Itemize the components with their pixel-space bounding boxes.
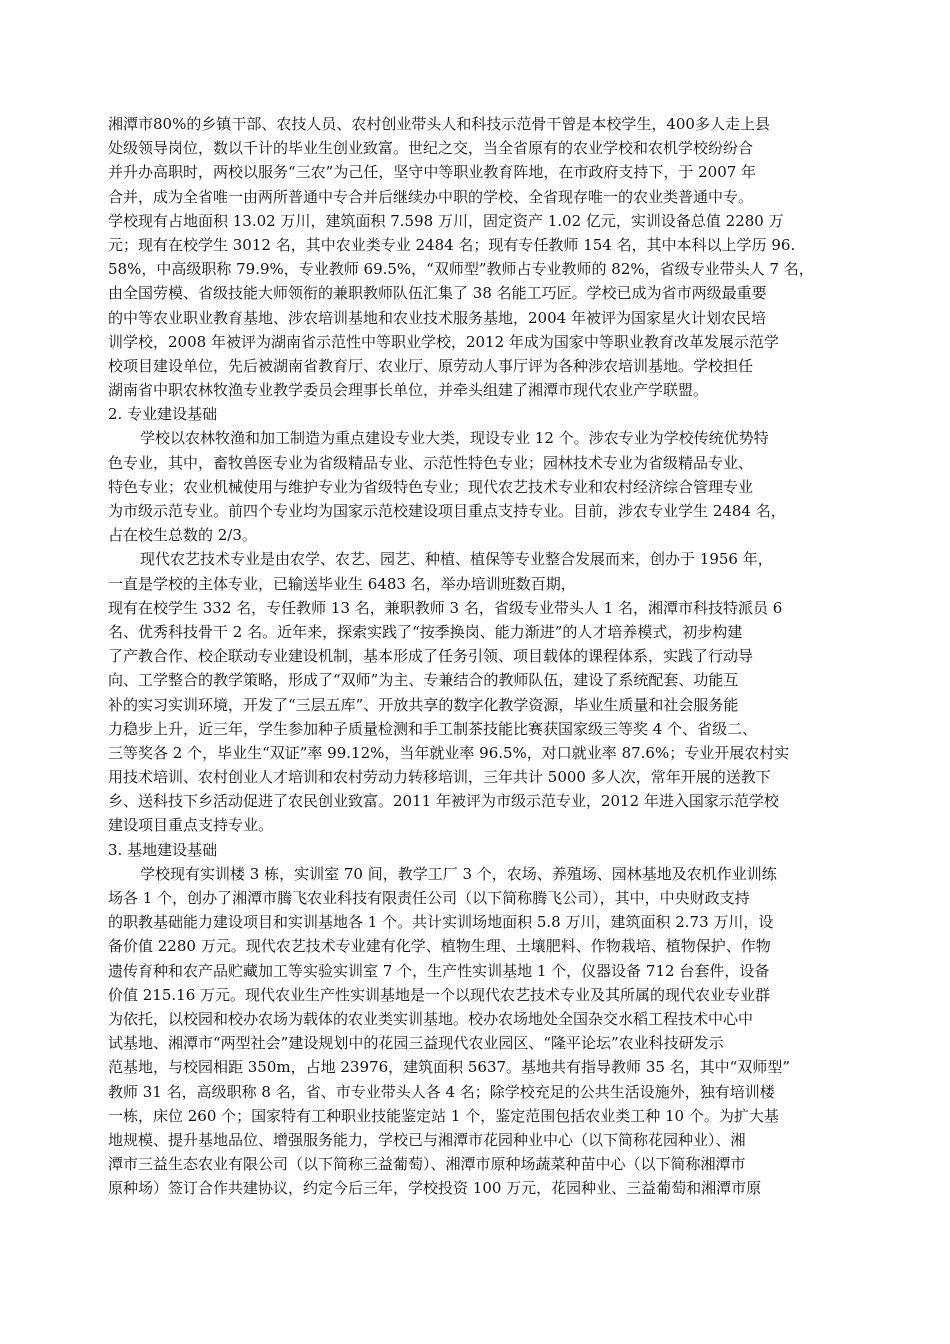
text-line: 为依托，以校园和校办农场为载体的农业类实训基地。校办农场地处全国杂交水稻工程技术中心中: [108, 1009, 754, 1028]
text-line: 一直是学校的主体专业，已输送毕业生 6483 名，举办培训班数百期，: [108, 574, 576, 593]
text-line: 备价值 2280 万元。现代农艺技术专业建有化学、植物生理、土壤肥料、作物栽培、植物保护、作物: [108, 937, 771, 956]
text-line: 范基地，与校园相距 350m，占地 23976，建筑面积 5637。基地共有指导教师 35 名，其中“双师型”: [108, 1058, 791, 1077]
text-line: 现代农艺技术专业是由农学、农艺、园艺、种植、植保等专业整合发展而来，创办于 1956 年，: [140, 550, 773, 569]
text-line: 为市级示范专业。前四个专业均为国家示范校建设项目重点支持专业。目前，涉农专业学生 2484 名，: [108, 502, 786, 520]
text-line: 合并，成为全省唯一由两所普通中专合并后继续办中职的学校、全省现存唯一的农业类普通中专。: [108, 187, 754, 206]
text-line: 的职教基础能力建设项目和实训基地各 1 个。共计实训场地面积 5.8 万川，建筑面积 2.73 万川，设: [108, 913, 774, 932]
text-line: 处级领导岗位，数以千计的毕业生创业致富。世纪之交，当全省原有的农业学校和农机学校纷纷合: [108, 139, 754, 158]
text-line: 2. 专业建设基础: [108, 405, 218, 424]
text-line: 原种场）签订合作共建协议，约定今后三年，学校投资 100 万元，花园种业、三益葡萄和湘潭市原: [108, 1179, 762, 1198]
text-line: 遗传育种和农产品贮藏加工等实验实训室 7 个，生产性实训基地 1 个，仪器设备 712 台套件，设备: [108, 961, 770, 980]
text-line: 力稳步上升，近三年，学生参加种子质量检测和手工制茶技能比赛获国家级三等奖 4 个、省级二、: [108, 719, 758, 738]
text-line: 试基地、湘潭市“两型社会”建设规划中的花园三益现代农业园区、“隆平论坛”农业科技研发示: [108, 1034, 724, 1053]
text-line: 潭市三益生态农业有限公司（以下简称三益葡萄）、湘潭市原种场蔬菜种苗中心（以下简称湘潭市: [108, 1155, 746, 1174]
text-line: 元；现有在校学生 3012 名，其中农业类专业 2484 名；现有专任教师 154 名，其中本科以上学历 96.: [108, 235, 796, 254]
text-line: 价值 215.16 万元。现代农业生产性实训基地是一个以现代农艺技术专业及其所属的现代农业专业群: [108, 985, 771, 1004]
text-line: 色专业，其中，畜牧兽医专业为省级精品专业、示范性特色专业；园林技术专业为省级精品专业、: [108, 453, 754, 472]
text-line: 名、优秀科技骨干 2 名。近年来，探索实践了“按季换岗、能力渐进”的人才培养模式，初步构建: [108, 622, 743, 641]
text-line: 补的实习实训环境，开发了“三层五库”、开放共享的数字化教学资源，毕业生质量和社会服务能: [108, 695, 739, 714]
document-page: [108, 112, 853, 1200]
text-line: 湖南省中职农林牧渔专业教学委员会理事长单位，并牵头组建了湘潭市现代农业产学联盟。: [108, 381, 709, 400]
text-line: 学校现有占地面积 13.02 万川，建筑面积 7.598 万川，固定资产 1.02 亿元，实训设备总值 2280 万: [108, 211, 784, 230]
text-line: 训学校，2008 年被评为湖南省示范性中等职业学校，2012 年成为国家中等职业教育改革发展示范学: [108, 332, 779, 351]
text-line: 学校现有实训楼 3 栋，实训室 70 间，教学工厂 3 个，农场、养殖场、园林基地及农机作业训练: [140, 864, 777, 883]
text-line: 向、工学整合的教学策略，形成了“双师”为主、专兼结合的教师队伍，建设了系统配套、功能互: [108, 671, 739, 690]
text-line: 学校以农林牧渔和加工制造为重点建设专业大类，现设专业 12 个。涉农专业为学校传统优势特: [140, 429, 769, 448]
text-line: 乡、送科技下乡活动促进了农民创业致富。2011 年被评为市级示范专业，2012 年进入国家示范学校: [108, 792, 779, 811]
text-line: 三等奖各 2 个，毕业生“双证”率 99.12%，当年就业率 96.5%，对口就业率 87.6%；专业开展农村实: [108, 743, 790, 762]
text-line: 用技术培训、农村创业人才培训和农村劳动力转移培训，三年共计 5000 多人次，常年开展的送教下: [108, 768, 771, 787]
text-line: 校项目建设单位，先后被湖南省教育厅、农业厅、原劳动人事厅评为各种涉农培训基地。学校担任: [108, 356, 754, 375]
text-line: 由全国劳模、省级技能大师领衔的兼职教师队伍汇集了 38 名能工巧匠。学校已成为省市两级最重要: [108, 284, 767, 303]
text-line: 场各 1 个，创办了湘潭市腾飞农业科技有限责任公司（以下简称腾飞公司），其中，中央财政支持: [108, 889, 750, 907]
text-line: 现有在校学生 332 名，专任教师 13 名，兼职教师 3 名，省级专业带头人 1 名，湘潭市科技特派员 6: [108, 598, 783, 617]
text-line: 湘潭市80%的乡镇干部、农技人员、农村创业带头人和科技示范骨干曾是本校学生，400多人走上县: [108, 115, 770, 133]
text-line: 并升办高职时，两校以服务“三农”为己任，坚守中等职业教育阵地，在市政府支持下，于 2007 年: [108, 163, 757, 182]
text-line: 的中等农业职业教育基地、涉农培训基地和农业技术服务基地，2004 年被评为国家星火计划农民培: [108, 308, 766, 327]
text-line: 3. 基地建设基础: [108, 840, 218, 859]
text-line: 教师 31 名，高级职称 8 名，省、市专业带头人各 4 名；除学校充足的公共生活设施外，独有培训楼: [108, 1082, 775, 1101]
text-line: 建设项目重点支持专业。: [108, 816, 274, 835]
text-line: 58%，中高级职称 79.9%，专业教师 69.5%，“双师型”教师占专业教师的 82%，省级专业带头人 7 名，: [108, 260, 814, 279]
text-line: 占在校生总数的 2/3。: [108, 526, 257, 545]
text-line: 一栋，床位 260 个；国家特有工种职业技能鉴定站 1 个，鉴定范围包括农业类工种 10 个。为扩大基: [108, 1106, 779, 1125]
text-line: 地规模、提升基地品位、增强服务能力，学校已与湘潭市花园种业中心（以下简称花园种业）、湘: [108, 1130, 746, 1149]
text-line: 了产教合作、校企联动专业建设机制，基本形成了任务引领、项目载体的课程体系，实践了行动导: [108, 647, 754, 666]
text-line: 特色专业；农业机械使用与维护专业为省级特色专业；现代农艺技术专业和农村经济综合管理专业: [108, 477, 754, 496]
